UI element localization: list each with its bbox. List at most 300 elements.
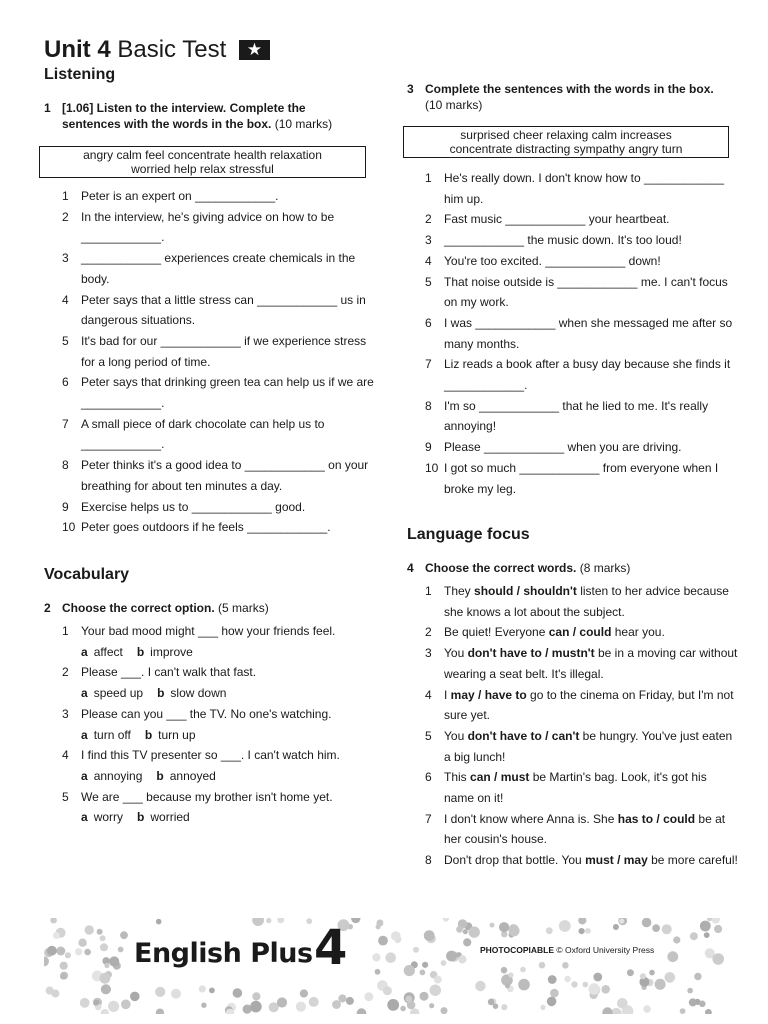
item-number: 9 bbox=[425, 440, 432, 455]
list-item bbox=[425, 726, 740, 767]
item-number: 5 bbox=[62, 333, 69, 348]
word-box-line: worried help relax stressful bbox=[131, 162, 274, 176]
puzzle-dot bbox=[406, 996, 413, 1003]
list-item bbox=[62, 787, 377, 828]
puzzle-dot bbox=[100, 943, 108, 951]
list-item bbox=[425, 850, 740, 871]
puzzle-dot bbox=[562, 962, 569, 969]
word-box-line: angry calm feel concentrate health relaxation bbox=[83, 148, 322, 162]
item-number: 4 bbox=[425, 253, 432, 268]
puzzle-dot bbox=[712, 918, 720, 924]
puzzle-dot bbox=[65, 952, 71, 958]
copyright-text: © Oxford University Press bbox=[556, 945, 655, 955]
item-text-after: hear you. bbox=[611, 625, 665, 640]
list-item bbox=[62, 497, 377, 518]
test-title: Basic Test bbox=[117, 36, 227, 63]
puzzle-dot bbox=[100, 973, 111, 984]
page-title bbox=[44, 36, 270, 64]
item-number: 7 bbox=[425, 357, 432, 372]
list-item bbox=[425, 272, 740, 313]
list-item bbox=[425, 685, 740, 726]
puzzle-dot bbox=[383, 986, 392, 995]
puzzle-dot bbox=[546, 927, 553, 934]
puzzle-dot bbox=[413, 947, 419, 953]
puzzle-dot bbox=[108, 1001, 119, 1012]
item-number: 7 bbox=[425, 811, 432, 826]
item-text: In the interview, he's giving advice on how to be ____________. bbox=[81, 209, 335, 245]
puzzle-dot bbox=[429, 1003, 434, 1008]
list-item bbox=[425, 209, 740, 230]
word-box-1 bbox=[39, 146, 366, 178]
puzzle-dot bbox=[430, 985, 441, 996]
exercise-2-items bbox=[62, 621, 377, 828]
item-text: Please ___. I can't walk that fast. bbox=[81, 665, 257, 680]
puzzle-dot bbox=[593, 973, 602, 982]
list-item bbox=[62, 331, 377, 372]
brand-level-number: 4 bbox=[314, 920, 348, 976]
answer-options bbox=[81, 807, 377, 828]
puzzle-dot bbox=[649, 970, 655, 976]
option-b[interactable]: turn up bbox=[158, 727, 196, 742]
item-text-before: Be quiet! Everyone bbox=[444, 625, 549, 640]
listening-heading: Listening bbox=[44, 66, 116, 83]
puzzle-dot bbox=[707, 918, 713, 921]
list-item bbox=[62, 186, 377, 207]
item-number: 4 bbox=[62, 292, 69, 307]
puzzle-dot bbox=[585, 928, 591, 934]
puzzle-dot bbox=[441, 960, 447, 966]
puzzle-dot bbox=[680, 1008, 686, 1014]
list-item bbox=[425, 313, 740, 354]
item-number: 8 bbox=[425, 398, 432, 413]
puzzle-dot bbox=[266, 918, 271, 923]
word-choice[interactable]: can / could bbox=[548, 625, 612, 640]
list-item bbox=[425, 622, 740, 643]
puzzle-dot bbox=[456, 926, 463, 933]
puzzle-dot bbox=[101, 984, 111, 994]
item-text-after: listen to her advice because she knows a lot about the subject. bbox=[444, 584, 729, 619]
answer-options bbox=[81, 683, 377, 704]
exercise-marks: (10 marks) bbox=[274, 117, 333, 131]
word-choice[interactable]: don't have to / can't bbox=[467, 728, 580, 743]
puzzle-dot bbox=[508, 972, 513, 977]
puzzle-dot bbox=[475, 981, 485, 991]
word-box-3 bbox=[403, 126, 729, 158]
puzzle-dot bbox=[44, 956, 49, 966]
puzzle-dot bbox=[518, 979, 530, 991]
word-choice[interactable]: can / must bbox=[470, 770, 530, 785]
exercise-1-heading bbox=[44, 100, 364, 132]
puzzle-dot bbox=[201, 1003, 206, 1008]
puzzle-dot bbox=[712, 953, 724, 965]
option-b[interactable]: improve bbox=[150, 644, 193, 659]
puzzle-dot bbox=[60, 962, 68, 970]
puzzle-dot bbox=[699, 1001, 706, 1008]
exercise-marks: (8 marks) bbox=[579, 561, 631, 575]
exercise-number: 3 bbox=[407, 82, 414, 96]
item-number: 3 bbox=[62, 706, 69, 721]
puzzle-dot bbox=[47, 946, 57, 956]
item-text-before: I don't know where Anna is. She bbox=[444, 811, 618, 826]
item-number: 8 bbox=[425, 853, 432, 868]
puzzle-dot bbox=[579, 928, 585, 934]
puzzle-dot bbox=[346, 997, 354, 1005]
item-text: He's really down. I don't know how to ____________ him up. bbox=[444, 171, 725, 206]
list-item bbox=[62, 704, 377, 745]
puzzle-dot bbox=[296, 1002, 306, 1012]
option-a[interactable]: affect bbox=[93, 644, 123, 659]
puzzle-dot bbox=[60, 974, 66, 980]
word-choice[interactable]: must / may bbox=[585, 853, 648, 868]
puzzle-dot bbox=[458, 955, 466, 963]
puzzle-dot bbox=[571, 981, 577, 987]
puzzle-dot bbox=[643, 1005, 651, 1013]
option-b[interactable]: worried bbox=[150, 810, 190, 825]
option-a[interactable]: speed up bbox=[93, 686, 144, 701]
vocabulary-heading: Vocabulary bbox=[44, 566, 130, 583]
puzzle-dot bbox=[642, 918, 652, 927]
puzzle-dot bbox=[704, 932, 710, 938]
item-number: 5 bbox=[425, 728, 432, 743]
exercise-2-heading bbox=[44, 600, 364, 616]
star-icon: ★ bbox=[239, 40, 270, 60]
item-number: 4 bbox=[62, 748, 69, 763]
item-text: Peter is an expert on ____________. bbox=[81, 189, 279, 203]
item-text-after: be at her cousin's house. bbox=[444, 811, 726, 847]
puzzle-dot bbox=[50, 918, 57, 924]
item-number: 2 bbox=[425, 212, 432, 227]
list-item bbox=[62, 372, 377, 413]
puzzle-dot bbox=[505, 983, 510, 988]
item-number: 6 bbox=[425, 315, 432, 330]
puzzle-dot bbox=[104, 963, 109, 968]
puzzle-dot bbox=[100, 935, 106, 941]
puzzle-dot bbox=[540, 1005, 545, 1010]
puzzle-dot bbox=[501, 1004, 507, 1010]
item-number: 1 bbox=[425, 584, 432, 598]
list-item bbox=[425, 643, 740, 684]
exercise-marks: (5 marks) bbox=[218, 601, 269, 615]
item-number: 1 bbox=[425, 171, 432, 185]
puzzle-dot bbox=[509, 924, 519, 934]
exercise-marks: (10 marks) bbox=[425, 98, 483, 112]
answer-options bbox=[81, 725, 377, 746]
item-text: Peter goes outdoors if he feels ____________. bbox=[81, 520, 331, 535]
item-text-before: This bbox=[444, 770, 471, 785]
puzzle-dot bbox=[640, 973, 646, 979]
item-number: 3 bbox=[62, 251, 69, 266]
exercise-3-heading bbox=[407, 81, 727, 113]
option-b-label: b bbox=[144, 727, 153, 742]
puzzle-dot bbox=[171, 989, 181, 999]
option-b[interactable]: annoyed bbox=[169, 768, 216, 783]
item-text: I find this TV presenter so ___. I can't watch him. bbox=[81, 748, 340, 763]
puzzle-dot bbox=[490, 923, 495, 928]
puzzle-dot bbox=[463, 929, 468, 934]
puzzle-dot bbox=[488, 999, 495, 1006]
puzzle-dot bbox=[493, 1003, 499, 1009]
puzzle-dot bbox=[78, 939, 86, 947]
puzzle-dot bbox=[446, 951, 457, 962]
item-text: Liz reads a book after a busy day because she finds it ____________. bbox=[444, 357, 731, 393]
item-text-before: Don't drop that bottle. You bbox=[444, 853, 586, 868]
puzzle-dot bbox=[667, 951, 678, 962]
exercise-4-items bbox=[425, 581, 740, 871]
option-a[interactable]: worry bbox=[93, 810, 124, 825]
option-b-label: b bbox=[137, 810, 145, 825]
item-text: Please can you ___ the TV. No one's watching. bbox=[81, 706, 332, 721]
item-text: Peter says that drinking green tea can help us if we are ____________. bbox=[81, 375, 374, 411]
word-choice[interactable]: don't have to / mustn't bbox=[467, 646, 595, 661]
puzzle-dot bbox=[422, 962, 428, 968]
puzzle-dot bbox=[130, 992, 140, 1002]
puzzle-dot bbox=[118, 947, 124, 953]
exercise-instruction: Choose the correct words. bbox=[425, 561, 577, 575]
list-item bbox=[62, 290, 377, 331]
list-item bbox=[425, 354, 740, 395]
puzzle-dot bbox=[694, 973, 701, 980]
puzzle-dot bbox=[547, 997, 557, 1007]
puzzle-dot bbox=[705, 1009, 712, 1014]
puzzle-dot bbox=[700, 921, 711, 932]
item-text-after: be in a moving car without wearing a seat belt. It's illegal. bbox=[444, 646, 738, 681]
exercise-instruction: Choose the correct option. bbox=[62, 601, 215, 615]
exercise-1-items bbox=[62, 186, 377, 538]
exercise-4-heading bbox=[407, 560, 727, 576]
puzzle-dot bbox=[372, 953, 380, 961]
puzzle-dot bbox=[75, 948, 82, 955]
exercise-instruction: [1.06] Listen to the interview. Complete the sentences with the words in the box. bbox=[62, 101, 306, 131]
puzzle-dot bbox=[376, 924, 381, 929]
puzzle-dot bbox=[277, 997, 287, 1007]
puzzle-dot bbox=[351, 918, 360, 923]
answer-options bbox=[81, 642, 377, 663]
item-number: 3 bbox=[425, 233, 432, 248]
puzzle-dot bbox=[673, 936, 680, 943]
item-number: 5 bbox=[425, 274, 432, 289]
puzzle-dot bbox=[627, 969, 634, 976]
puzzle-dot bbox=[300, 989, 308, 997]
puzzle-dot bbox=[109, 956, 119, 966]
word-choice[interactable]: may / have to bbox=[450, 687, 527, 702]
photocopiable-label: PHOTOCOPIABLE bbox=[480, 945, 554, 955]
list-item bbox=[62, 621, 377, 662]
puzzle-dot bbox=[578, 918, 586, 925]
list-item bbox=[425, 168, 740, 209]
puzzle-dot bbox=[665, 972, 676, 983]
item-text: Please ____________ when you are driving. bbox=[444, 440, 682, 455]
puzzle-dot bbox=[56, 947, 65, 956]
item-text-after: be more careful! bbox=[647, 853, 738, 868]
exercise-instruction: Complete the sentences with the words in the box. bbox=[425, 82, 714, 96]
puzzle-dot bbox=[120, 931, 128, 939]
footer-banner bbox=[44, 918, 724, 1014]
puzzle-dot bbox=[548, 975, 557, 984]
item-number: 1 bbox=[62, 189, 69, 203]
item-text-before: You bbox=[444, 646, 468, 661]
exercise-number: 4 bbox=[407, 561, 414, 575]
item-text: Fast music ____________ your heartbeat. bbox=[444, 212, 670, 227]
option-b-label: b bbox=[156, 768, 164, 783]
puzzle-dot bbox=[619, 918, 624, 923]
puzzle-dot bbox=[252, 918, 264, 926]
item-number: 2 bbox=[62, 665, 69, 680]
item-number: 10 bbox=[62, 520, 76, 535]
puzzle-dot bbox=[209, 988, 215, 994]
item-number: 2 bbox=[62, 209, 69, 224]
puzzle-dot bbox=[277, 918, 284, 923]
puzzle-dot bbox=[499, 922, 509, 932]
puzzle-dot bbox=[156, 1009, 164, 1015]
option-a-label: a bbox=[81, 727, 88, 742]
puzzle-dot bbox=[404, 965, 415, 976]
puzzle-dot bbox=[539, 962, 546, 969]
puzzle-dot bbox=[84, 949, 91, 956]
puzzle-dot bbox=[463, 938, 471, 946]
puzzle-dot bbox=[85, 925, 94, 934]
puzzle-dot bbox=[233, 988, 243, 998]
item-number: 9 bbox=[62, 499, 69, 514]
answer-options bbox=[81, 766, 377, 787]
puzzle-dot bbox=[357, 1008, 367, 1014]
word-box-line: concentrate distracting sympathy angry turn bbox=[449, 142, 683, 156]
puzzle-dot bbox=[155, 987, 165, 997]
list-item bbox=[425, 581, 740, 622]
exercise-3-items bbox=[425, 168, 740, 499]
puzzle-dot bbox=[400, 1006, 406, 1012]
word-choice[interactable]: has to / could bbox=[617, 811, 696, 826]
list-item bbox=[425, 767, 740, 808]
item-number: 5 bbox=[62, 789, 69, 804]
puzzle-dot bbox=[559, 920, 571, 932]
puzzle-dot bbox=[617, 998, 628, 1009]
item-number: 4 bbox=[425, 687, 432, 702]
puzzle-dot bbox=[80, 998, 90, 1008]
puzzle-dot bbox=[51, 990, 59, 998]
language-focus-heading: Language focus bbox=[407, 526, 530, 543]
puzzle-dot bbox=[443, 918, 450, 922]
item-text: I got so much ____________ from everyone when I broke my leg. bbox=[444, 460, 719, 496]
list-item bbox=[62, 662, 377, 703]
puzzle-dot bbox=[309, 997, 319, 1007]
puzzle-dot bbox=[602, 1007, 612, 1014]
photocopiable-notice bbox=[477, 944, 657, 956]
puzzle-dot bbox=[652, 924, 660, 932]
item-text: I was ____________ when she messaged me after so many months. bbox=[444, 315, 733, 351]
word-choice[interactable]: should / shouldn't bbox=[474, 584, 577, 598]
puzzle-dot bbox=[391, 931, 401, 941]
list-item bbox=[425, 396, 740, 437]
exercise-number: 1 bbox=[44, 101, 51, 115]
puzzle-dot bbox=[714, 925, 722, 933]
list-item bbox=[425, 458, 740, 499]
list-item bbox=[62, 517, 377, 538]
puzzle-dot bbox=[583, 982, 589, 988]
item-number: 7 bbox=[62, 416, 69, 431]
item-text-before: They bbox=[444, 584, 475, 598]
puzzle-dot bbox=[101, 1009, 109, 1014]
item-number: 10 bbox=[425, 460, 439, 475]
puzzle-dot bbox=[690, 932, 698, 940]
puzzle-dot bbox=[199, 985, 206, 992]
puzzle-dot bbox=[687, 988, 693, 994]
item-text: A small piece of dark chocolate can help us to ____________. bbox=[81, 416, 325, 452]
item-number: 2 bbox=[425, 625, 432, 640]
unit-label: Unit 4 bbox=[44, 36, 111, 63]
puzzle-dot bbox=[378, 936, 388, 946]
item-number: 8 bbox=[62, 458, 69, 473]
list-item bbox=[62, 248, 377, 289]
item-text-before: I bbox=[444, 687, 451, 702]
item-text: Peter thinks it's a good idea to ____________ on your breathing for about ten minutes a day. bbox=[81, 458, 369, 493]
list-item bbox=[425, 809, 740, 850]
item-text: I'm so ____________ that he lied to me. It's really annoying! bbox=[444, 398, 709, 434]
item-text: Peter says that a little stress can ____________ us in dangerous situations. bbox=[81, 292, 366, 328]
puzzle-dot bbox=[420, 992, 429, 1001]
item-text: It's bad for our ____________ if we experience stress for a long period of time. bbox=[81, 333, 367, 369]
item-text: That noise outside is ____________ me. I can't focus on my work. bbox=[444, 274, 728, 310]
puzzle-dot bbox=[375, 969, 381, 975]
puzzle-dot bbox=[501, 967, 508, 974]
item-text: ____________ the music down. It's too loud! bbox=[444, 233, 682, 248]
item-text: Your bad mood might ___ how your friends feel. bbox=[81, 624, 336, 638]
option-a[interactable]: turn off bbox=[93, 727, 131, 742]
item-text: You're too excited. ____________ down! bbox=[444, 253, 661, 268]
exercise-number: 2 bbox=[44, 601, 51, 615]
option-a-label: a bbox=[81, 768, 88, 783]
list-item bbox=[62, 414, 377, 455]
puzzle-dot bbox=[306, 918, 312, 924]
item-text: ____________ experiences create chemicals in the body. bbox=[81, 251, 356, 286]
puzzle-dot bbox=[550, 989, 559, 998]
puzzle-dot bbox=[601, 985, 610, 994]
option-a-label: a bbox=[81, 810, 88, 825]
item-number: 1 bbox=[62, 624, 69, 638]
item-text: We are ___ because my brother isn't home yet. bbox=[81, 789, 333, 804]
puzzle-dot bbox=[441, 1007, 448, 1014]
brand-logo: English Plus bbox=[134, 938, 313, 969]
list-item bbox=[425, 230, 740, 251]
puzzle-dot bbox=[121, 1000, 131, 1010]
puzzle-dot bbox=[97, 929, 103, 935]
item-number: 6 bbox=[62, 375, 69, 390]
puzzle-dot bbox=[434, 976, 442, 984]
item-text-before: You bbox=[444, 728, 468, 743]
option-a[interactable]: annoying bbox=[93, 768, 143, 783]
item-text-after: go to the cinema on Friday, but I'm not sure yet. bbox=[444, 687, 734, 723]
list-item bbox=[62, 207, 377, 248]
puzzle-dot bbox=[332, 1000, 341, 1009]
item-text: Exercise helps us to ____________ good. bbox=[81, 499, 306, 514]
word-box-line: surprised cheer relaxing calm increases bbox=[460, 128, 672, 142]
puzzle-dot bbox=[420, 970, 426, 976]
item-number: 6 bbox=[425, 770, 432, 785]
option-b[interactable]: slow down bbox=[170, 686, 227, 701]
puzzle-dot bbox=[564, 976, 570, 982]
option-a-label: a bbox=[81, 644, 88, 659]
item-number: 3 bbox=[425, 646, 432, 661]
puzzle-dot bbox=[689, 998, 697, 1006]
item-text-after: be hungry. You've just eaten a big lunch! bbox=[444, 728, 733, 764]
puzzle-dot bbox=[156, 919, 162, 925]
option-b-label: b bbox=[136, 644, 145, 659]
list-item bbox=[425, 437, 740, 458]
puzzle-dot bbox=[385, 952, 396, 963]
puzzle-dot bbox=[469, 926, 480, 937]
puzzle-dot bbox=[387, 999, 399, 1011]
puzzle-dot bbox=[613, 924, 619, 930]
list-item bbox=[62, 455, 377, 496]
